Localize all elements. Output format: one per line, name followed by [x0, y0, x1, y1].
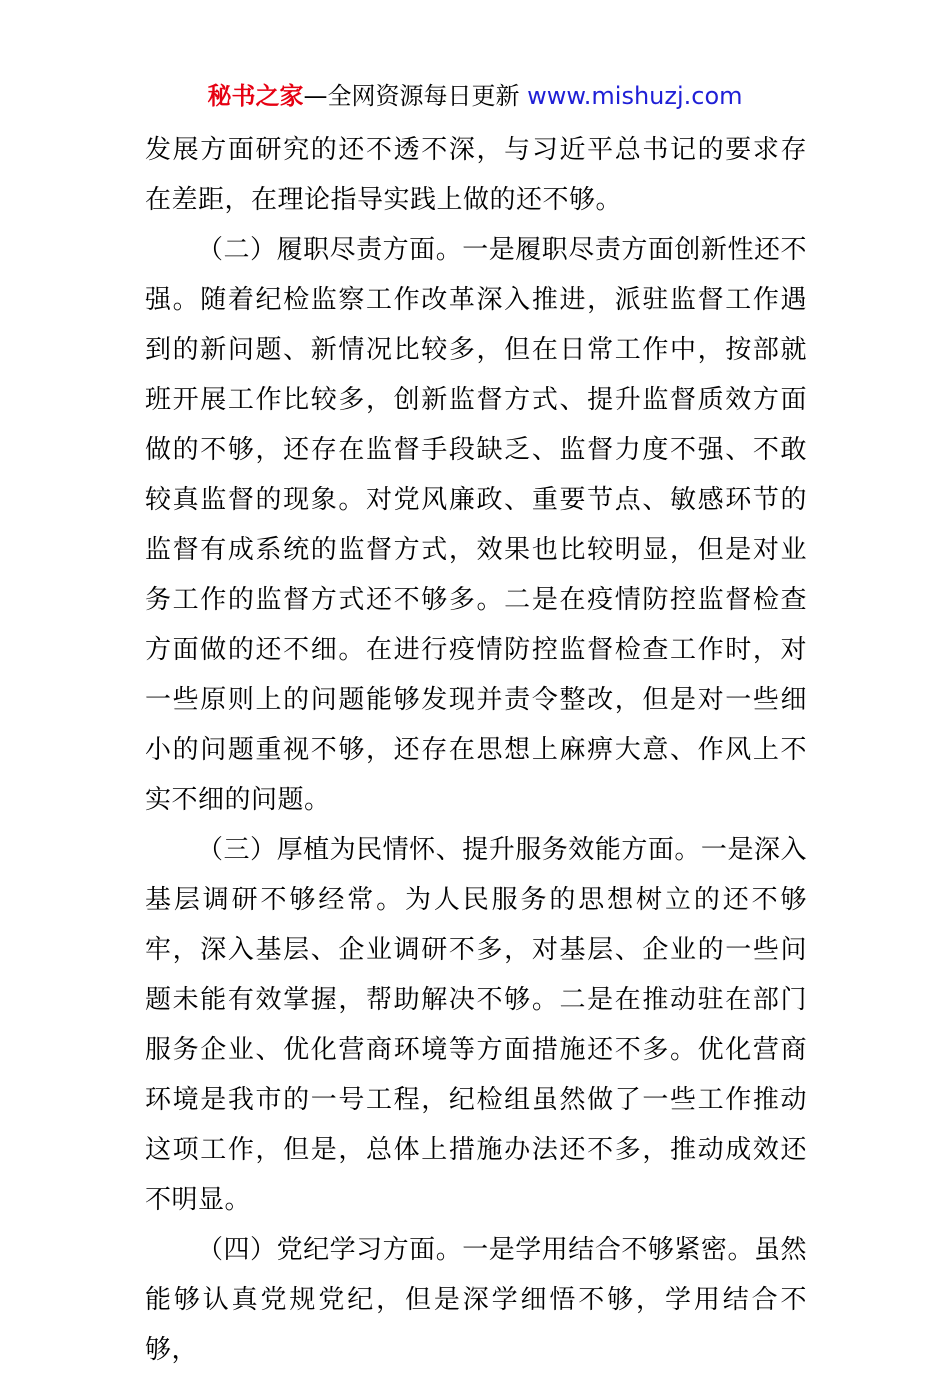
site-tagline: —全网资源每日更新 [303, 82, 528, 110]
site-brand: 秘书之家 [207, 82, 304, 110]
paragraph-section-2: （二）履职尽责方面。一是履职尽责方面创新性还不强。随着纪检监察工作改革深入推进，派驻监督工作遇到的新问题、新情况比较多，但在日常工作中，按部就班开展工作比较多，创新监督方式、提升监督质效方面做的不够，还存在监督手段缺乏、监督力度不强、不敢较真监督的现象。对党风廉政、重要节点、敏感环节的监督有成系统的监督方式，效果也比较明显，但是对业务工作的监督方式还不够多。二是在疫情防控监督检查方面做的还不细。在进行疫情防控监督检查工作时，对一些原则上的问题能够发现并责令整改，但是对一些细小的问题重视不够，还存在思想上麻痹大意、作风上不实不细的问题。 [145, 235, 807, 815]
site-url-link[interactable]: www.mishuzj.com [527, 82, 743, 110]
paragraph-continuation: 发展方面研究的还不透不深，与习近平总书记的要求存在差距，在理论指导实践上做的还不够。 [145, 135, 807, 215]
document-body [145, 125, 807, 1375]
paragraph-section-4: （四）党纪学习方面。一是学用结合不够紧密。虽然能够认真党规党纪，但是深学细悟不够，学用结合不够， [145, 1235, 807, 1365]
page-header [0, 78, 950, 114]
paragraph-section-3: （三）厚植为民情怀、提升服务效能方面。一是深入基层调研不够经常。为人民服务的思想树立的还不够牢，深入基层、企业调研不多，对基层、企业的一些问题未能有效掌握，帮助解决不够。二是在推动驻在部门服务企业、优化营商环境等方面措施还不多。优化营商环境是我市的一号工程，纪检组虽然做了一些工作推动这项工作，但是，总体上措施办法还不多，推动成效还不明显。 [145, 835, 807, 1215]
